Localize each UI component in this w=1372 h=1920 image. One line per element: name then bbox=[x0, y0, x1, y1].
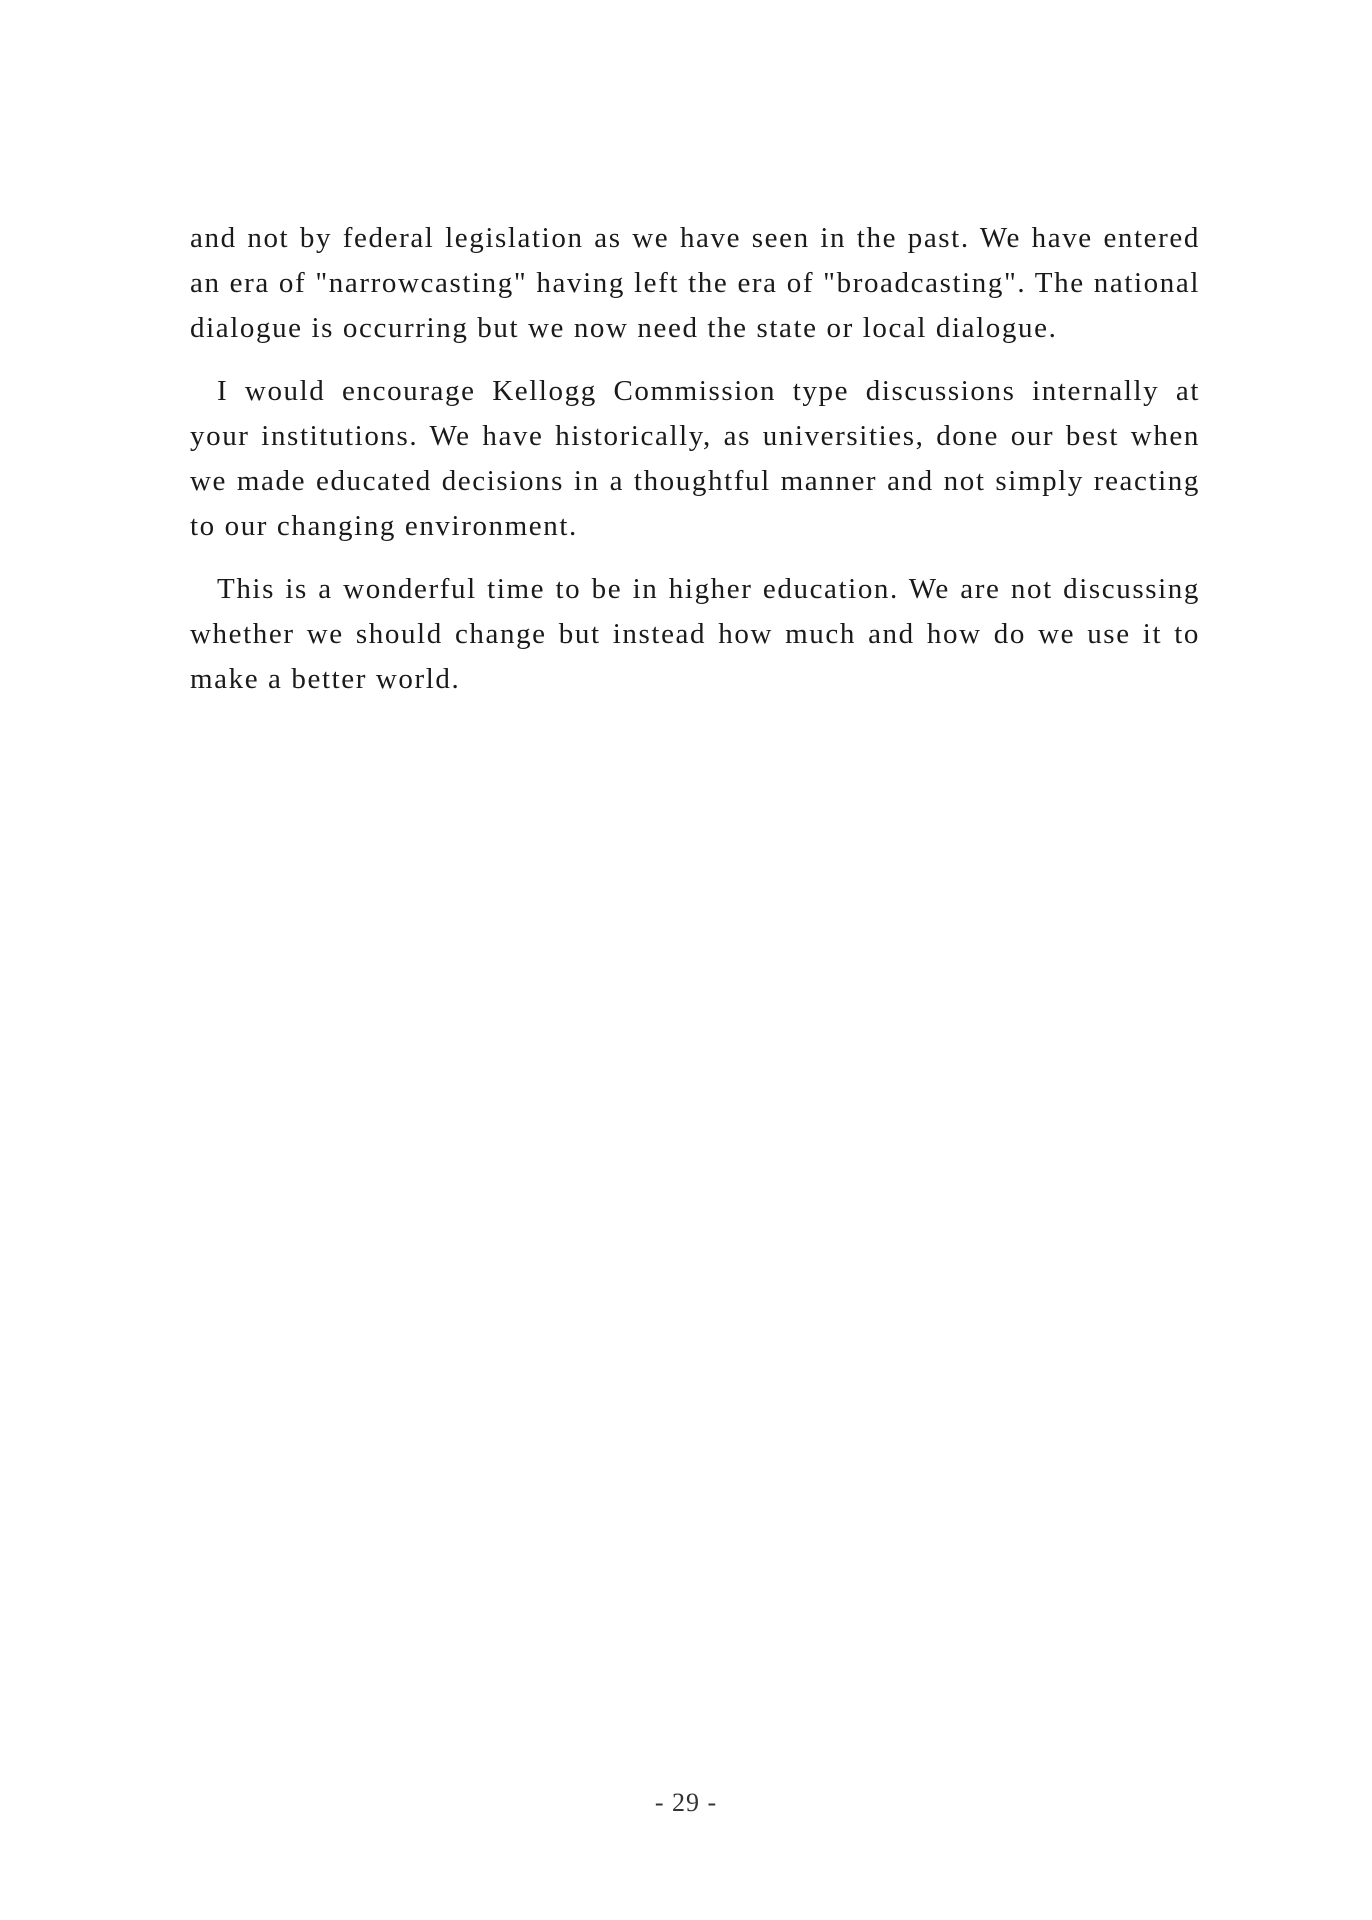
page-number: - 29 - bbox=[654, 1788, 718, 1817]
paragraph-higher-education: This is a wonderful time to be in higher education. We are not discussing whether we should change but instead how much and how do we use it to make a better world. bbox=[190, 573, 1200, 695]
paragraph-kellogg-commission: I would encourage Kellogg Commission type discussions internally at your institutions. We have historically, as universities, done our best when we made educated decisions in a thoughtful manner and not simply reacting to our changing environment. bbox=[190, 375, 1200, 542]
paragraph-continuation: and not by federal legislation as we have seen in the past. We have entered an era of "narrowcasting" having left the era of "broadcasting". The national dialogue is occurring but we now need the state or local dialogue. bbox=[190, 222, 1200, 344]
body-text bbox=[190, 216, 1200, 720]
